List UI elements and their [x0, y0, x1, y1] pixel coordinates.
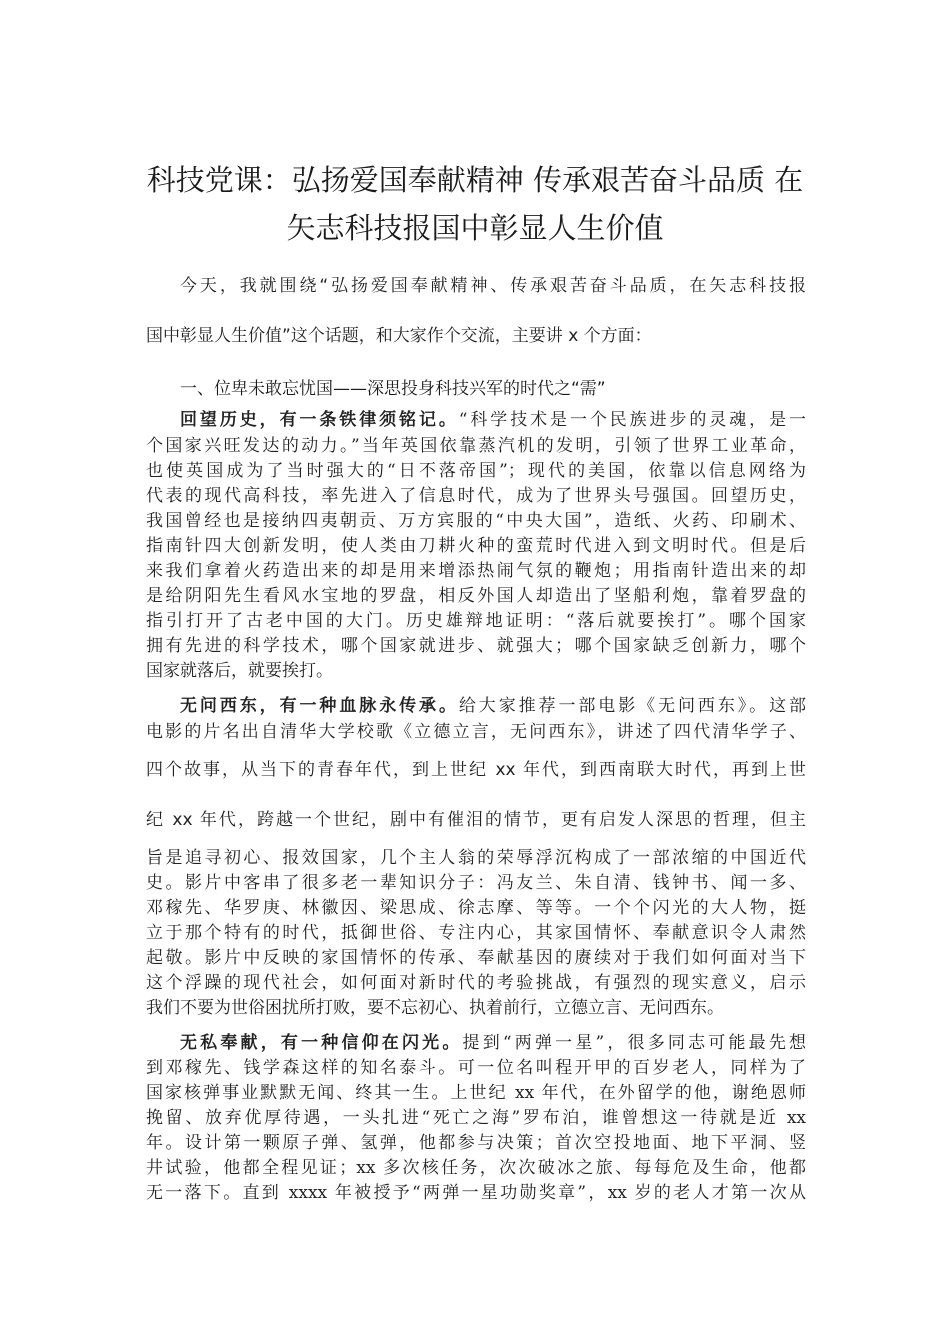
paragraph-line: 纪 xx 年代，跨越一个世纪，剧中有催泪的情节，更有启发人深思的哲理，但主 [146, 810, 806, 830]
paragraph-line-text: 给大家推荐一部电影《无问西东》。这部 [458, 696, 807, 716]
paragraph-line: 指引打开了古老中国的大门。历史雄辩地证明：“落后就要挨打”。哪个国家 [146, 611, 806, 631]
paragraph-line: 立于那个特有的时代，抵御世俗、专注内心，其家国情怀、奉献意识令人肃然 [146, 923, 806, 943]
paragraph-line: 井试验，他都全程见证；xx 多次核任务，次次破冰之旅、每每危及生命，他都 [146, 1158, 806, 1178]
paragraph-line: 邓稼先、华罗庚、林徽因、梁思成、徐志摩、等等。一个个闪光的大人物，挺 [146, 898, 806, 918]
paragraph-line: 国家就落后，就要挨打。 [146, 661, 333, 681]
document-title-line-2: 矢志科技报国中彰显人生价值 [286, 211, 664, 245]
paragraph-2-lead: 无问西东，有一种血脉永传承。 [180, 696, 459, 716]
paragraph-1-lead: 回望历史，有一条铁律须铭记。 [180, 410, 459, 430]
paragraph-line: 旨是追寻初心、报效国家，几个主人翁的荣辱浮沉构成了一部浓缩的中国近代 [146, 848, 806, 868]
paragraph-line: 电影的片名出自清华大学校歌《立德立言，无问西东》，讲述了四代清华学子、 [146, 722, 806, 742]
paragraph-line: 年。设计第一颗原子弹、氢弹，他都参与决策；首次空投地面、地下平洞、竖 [146, 1133, 806, 1153]
paragraph-line: 无一落下。直到 xxxx 年被授予“两弹一星功勋奖章”，xx 岁的老人才第一次从 [146, 1183, 806, 1203]
paragraph-line: 我们不要为世俗困扰所打败，要不忘初心、执着前行，立德立言、无问西东。 [146, 998, 724, 1018]
document-title-line-1: 科技党课：弘扬爱国奉献精神 传承艰苦奋斗品质 在 [146, 163, 804, 197]
paragraph-line: 拥有先进的科学技术，哪个国家就进步、就强大；哪个国家缺乏创新力，哪个 [146, 636, 806, 656]
section-heading: 一、位卑未敢忘忧国——深思投身科技兴军的时代之“需” [180, 379, 606, 399]
intro-line: 今天，我就围绕“弘扬爱国奉献精神、传承艰苦奋斗品质，在矢志科技报 [180, 276, 806, 296]
paragraph-line: 也使英国成为了当时强大的“日不落帝国”；现代的美国，依靠以信息网络为 [146, 461, 806, 481]
paragraph-line: 我国曾经也是接纳四夷朝贡、万方宾服的“中央大国”，造纸、火药、印刷术、 [146, 511, 806, 531]
paragraph-line: 四个故事，从当下的青春年代，到上世纪 xx 年代，到西南联大时代，再到上世 [146, 760, 806, 780]
intro-line: 国中彰显人生价值”这个话题，和大家作个交流，主要讲 x 个方面： [146, 326, 652, 346]
paragraph-line-text: “科学技术是一个民族进步的灵魂，是一 [458, 410, 806, 430]
paragraph-1-first-line [180, 410, 806, 430]
paragraph-line: 国家核弹事业默默无闻、终其一生。上世纪 xx 年代，在外留学的他，谢绝恩师 [146, 1083, 806, 1103]
paragraph-line: 指南针四大创新发明，使人类由刀耕火种的蛮荒时代进入到文明时代。但是后 [146, 536, 806, 556]
paragraph-line: 代表的现代高科技，率先进入了信息时代，成为了世界头号强国。回望历史， [146, 486, 806, 506]
paragraph-line: 到邓稼先、钱学森这样的知名泰斗。可一位名叫程开甲的百岁老人，同样为了 [146, 1058, 806, 1078]
paragraph-line: 挽留、放弃优厚待遇，一头扎进“死亡之海”罗布泊，谁曾想这一待就是近 xx [146, 1108, 806, 1128]
paragraph-line: 起敬。影片中反映的家国情怀的传承、奉献基因的赓续对于我们如何面对当下 [146, 948, 806, 968]
paragraph-line: 这个浮躁的现代社会，如何面对新时代的考验挑战，有强烈的现实意义，启示 [146, 973, 806, 993]
paragraph-3-lead: 无私奉献，有一种信仰在闪光。 [180, 1033, 463, 1053]
paragraph-2-first-line [180, 696, 806, 716]
paragraph-line: 来我们拿着火药造出来的却是用来增添热闹气氛的鞭炮；用指南针造出来的却 [146, 561, 806, 581]
paragraph-line: 个国家兴旺发达的动力。”当年英国依靠蒸汽机的发明，引领了世界工业革命， [146, 436, 806, 456]
paragraph-3-first-line [180, 1033, 806, 1053]
paragraph-line: 是给阴阳先生看风水宝地的罗盘，相反外国人却造出了坚船利炮，靠着罗盘的 [146, 586, 806, 606]
paragraph-line-text: 提到“两弹一星”，很多同志可能最先想 [462, 1033, 807, 1053]
paragraph-line: 史。影片中客串了很多老一辈知识分子：冯友兰、朱自清、钱钟书、闻一多、 [146, 873, 806, 893]
